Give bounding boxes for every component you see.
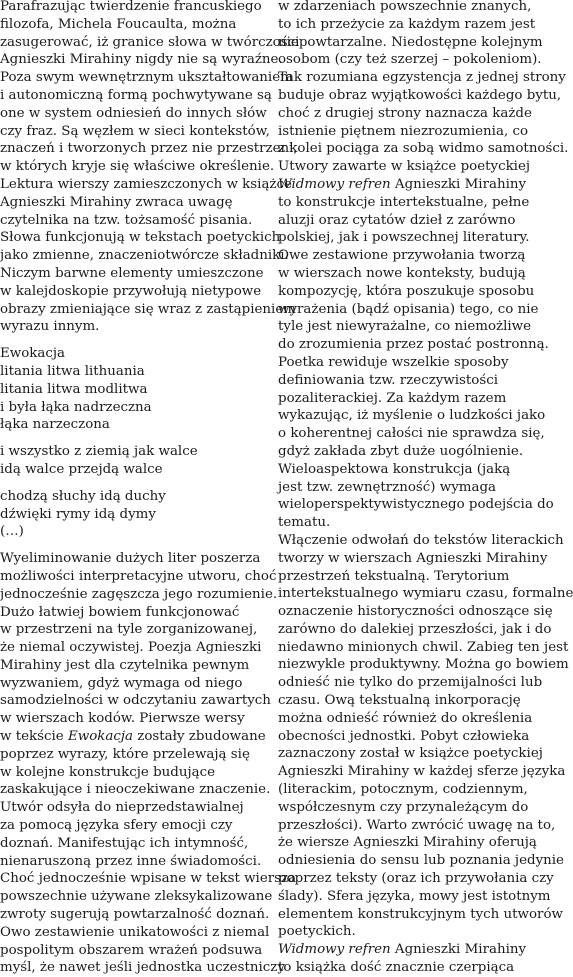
text-line: Parafrazując twierdzenie francuskiego [0,0,262,14]
text-line: niezwykle produktywny. Można go bowiem [278,657,569,673]
poem-excerpt [0,345,268,541]
text-line: Utwór odsyła do nieprzedstawialnej [0,800,244,816]
text-line: aluzji oraz cytatów dzieł z zarówno [278,212,516,228]
text-line: o koherentnej całości nie sprawdza się, [278,426,545,442]
text-line: obrazy zmieniające się wraz z zastąpieniem [0,301,296,317]
body-text [278,194,573,941]
text-line: powszechnie używane zleksykalizowane [0,889,273,905]
text-line: samodzielności w odczytaniu zawartych [0,693,271,709]
poem-stanza [0,488,268,541]
text-line: Wieloaspektowa konstrukcja (jaką [278,461,511,477]
text-line: że wiersze Agnieszki Mirahiny oferują [278,835,537,851]
text-line: w kolejne konstrukcje budujące [0,764,216,780]
text-line: pozaliterackiej. Za każdym razem [278,390,507,406]
text-line: możliwości interpretacyjne utworu, choć [0,568,277,584]
text-line: Choć jednocześnie wpisane w tekst wiersza [0,871,297,887]
text-line: niepowtarzalne. Niedostępne kolejnym [278,34,543,50]
text-line: że niemal oczywistej. Poezja Agnieszki [0,640,262,656]
text-line: elementem konstrukcyjnym tych utworów [278,906,563,922]
text-line: zwroty sugerują powtarzalność doznań. [0,907,270,923]
text-line: Agnieszki Mirahiny w każdej sferze języka [278,764,566,780]
text-line: wykazując, iż myślenie o ludzkości jako [278,408,546,424]
text-line: łąka narzeczona [0,417,110,433]
text-line: litania litwa lithuania [0,363,145,379]
analysis-paragraph [0,550,297,977]
text-line: filozofa, Michela Foucaulta, można [0,16,237,32]
text-line: w zdarzeniach powszechnie znanych, [278,0,532,14]
text-line: w wierszach nowe konteksty, budują [278,265,526,281]
text-line: przestrzeń tekstualną. Terytorium [278,568,510,584]
intro-paragraph [0,0,300,336]
text-line: czasu. Ową tekstualną inkorporację [278,693,521,709]
book-title: Widmowy refren [278,176,391,192]
text-line: czy fraz. Są węzłem w sieci kontekstów, [0,123,270,139]
text-line: kompozycję, która poszukuje sposobu [278,283,535,299]
text-line: Tak rozumiana egzystencja z jednej strony [278,70,566,86]
text-line: definiowania tzw. rzeczywistości [278,372,499,388]
text-line: Wyeliminowanie dużych liter poszerza [0,551,261,567]
text-line: zarówno do dalekiej przeszłości, jak i do [278,621,552,637]
text-line: dźwięki rymy idą dymy [0,506,156,522]
text-line: w kalejdoskopie przywołują nietypowe [0,283,262,299]
text-line: do zrozumienia przez postać postronną. [278,337,549,353]
text-line: Dużo łatwiej bowiem funkcjonować [0,604,240,620]
text-line: zasugerować, iż granice słowa w twórczości [0,34,300,50]
text-line: jest tzw. zewnętrzność) wymaga [278,479,497,495]
text-line: myśl, że nawet jeśli jednostka uczestniczy [0,960,285,976]
text-line: buduje obraz wyjątkowości każdego bytu, [278,87,562,103]
text-line: i autonomiczną formą pochwytywane są [0,87,272,103]
text-line: idą walce przejdą walce [0,461,163,477]
text-line: zaznaczony został w książce poetyckiej [278,746,543,762]
paragraph-line: w tekście Ewokacja zostały zbudowane [0,729,266,745]
right-column [278,0,573,977]
text-line: Agnieszki Mirahiny zwraca uwagę [0,194,233,210]
paragraph-line: Widmowy refren Agnieszki Mirahiny [278,176,527,192]
text-line: jako zmienne, znaczeniotwórcze składniki. [0,248,289,264]
text-line: znaczeń i tworzonych przez nie przestrzeni, [0,141,298,157]
text-line: Poetka rewiduje wszelkie sposoby [278,354,509,370]
text-line: to ich przeżycie za każdym razem jest [278,16,536,32]
text-line: Niczym barwne elementy umieszczone [0,265,264,281]
text-line: choć z drugiej strony naznacza każde [278,105,532,121]
text-line: można odnieść również do określenia [278,710,533,726]
poem-title-reference: Ewokacja [67,729,134,745]
text-line: niedawno minionych chwil. Zabieg ten jest [278,639,569,655]
text-line: wyzwaniem, gdyż wymaga od niego [0,675,243,691]
text-line: (literackim, potocznym, codziennym, [278,782,528,798]
text-line: intertekstualnego wymiaru czasu, formalne [278,586,573,602]
text-line: pospolitym obszarem wrażeń podsuwa [0,942,263,958]
text-line: Agnieszki Mirahiny nigdy nie są wyraźne. [0,52,283,68]
text-line: zaskakujące i nieoczekiwane znaczenie. [0,782,271,798]
text-line: odnieść nie tylko do przemijalności lub [278,675,543,691]
text-line: Owe zestawione przywołania tworzą [278,248,526,264]
text-line: Owo zestawienie unikatowości z niemal [0,924,270,940]
text-line: Słowa funkcjonują w tekstach poetyckich [0,230,281,246]
text-line: i wszystko z ziemią jak walce [0,444,198,460]
text-line: litania litwa modlitwa [0,381,148,397]
text-line: tworzy w wierszach Agnieszki Mirahiny [278,550,548,566]
text-line: z kolei pociąga za sobą widmo samotności. [278,141,569,157]
text-line: nienaruszoną przez inne świadomości. [0,853,262,869]
text-line: wyrazu innym. [0,319,100,335]
continued-paragraph [278,0,569,176]
text-line: Lektura wierszy zamieszczonych w książce [0,176,292,192]
text-line: wieloperspektywistycznego podejścia do [278,497,554,513]
text-line: istnienie piętnem niezrozumienia, co [278,123,529,139]
text-line: odniesienia do sensu lub poznania jedynie [278,853,564,869]
text-line: polskiej, jak i powszechnej literatury. [278,230,530,246]
paragraph-line: to książka dość znacznie czerpiąca [278,960,515,976]
text-line: za pomocą języka sfery emocji czy [0,818,233,834]
poem-stanza [0,443,268,479]
book-title: Widmowy refren [278,942,391,958]
text-line: oznaczenie historyczności odnoszące się [278,604,553,620]
text-line: Mirahiny jest dla czytelnika pewnym [0,657,250,673]
poem-stanza [0,363,268,434]
text-line: (…) [0,524,24,540]
text-line: jednocześnie zagęszcza jego rozumienie. [0,586,278,602]
text-line: osobom (czy też szerzej – pokoleniom). [278,52,542,68]
text-line: ślady). Sfera języka, mowy jest istotnym [278,888,551,904]
text-line: to konstrukcje intertekstualne, pełne [278,194,530,210]
text-line: wyrażenia (bądź opisania) tego, co nie [278,301,539,317]
text-line: poprzez teksty (oraz ich przywołania czy [278,871,554,887]
text-line: w przestrzeni na tyle zorganizowanej, [0,622,258,638]
text-line: Poza swym wewnętrznym ukształtowaniem [0,70,293,86]
text-line: Utwory zawarte w książce poetyckiej [278,159,531,175]
text-line: tematu. [278,515,331,531]
text-line: czytelnika na tzw. tożsamość pisania. [0,212,253,228]
text-line: w których kryje się właściwe określenie. [0,159,275,175]
text-line: obecności jednostki. Pobyt człowieka [278,728,530,744]
text-line: Włączenie odwołań do tekstów literackich [278,532,564,548]
text-line: tyle jest niewyrażalne, co niemożliwe [278,319,532,335]
text-line: współczesnym czy przynależącym do [278,799,529,815]
paragraph-line: Widmowy refren Agnieszki Mirahiny [278,942,527,958]
text-line: i była łąka nadrzeczna [0,399,152,415]
text-line: one w system odniesień do innych słów [0,105,267,121]
poem-title: Ewokacja [0,346,66,362]
text-line: chodzą słuchy idą duchy [0,488,166,504]
text-line: gdyż zakłada zbyt duże uogólnienie. [278,443,524,459]
text-line: doznań. Manifestując ich intymność, [0,835,249,851]
text-line: poprzez wyrazy, które przelewają się [0,746,250,762]
text-line: w wierszach kodów. Pierwsze wersy [0,711,245,727]
text-line: przeszłości). Warto zwrócić uwagę na to, [278,817,556,833]
text-line: poetyckich. [278,924,356,940]
